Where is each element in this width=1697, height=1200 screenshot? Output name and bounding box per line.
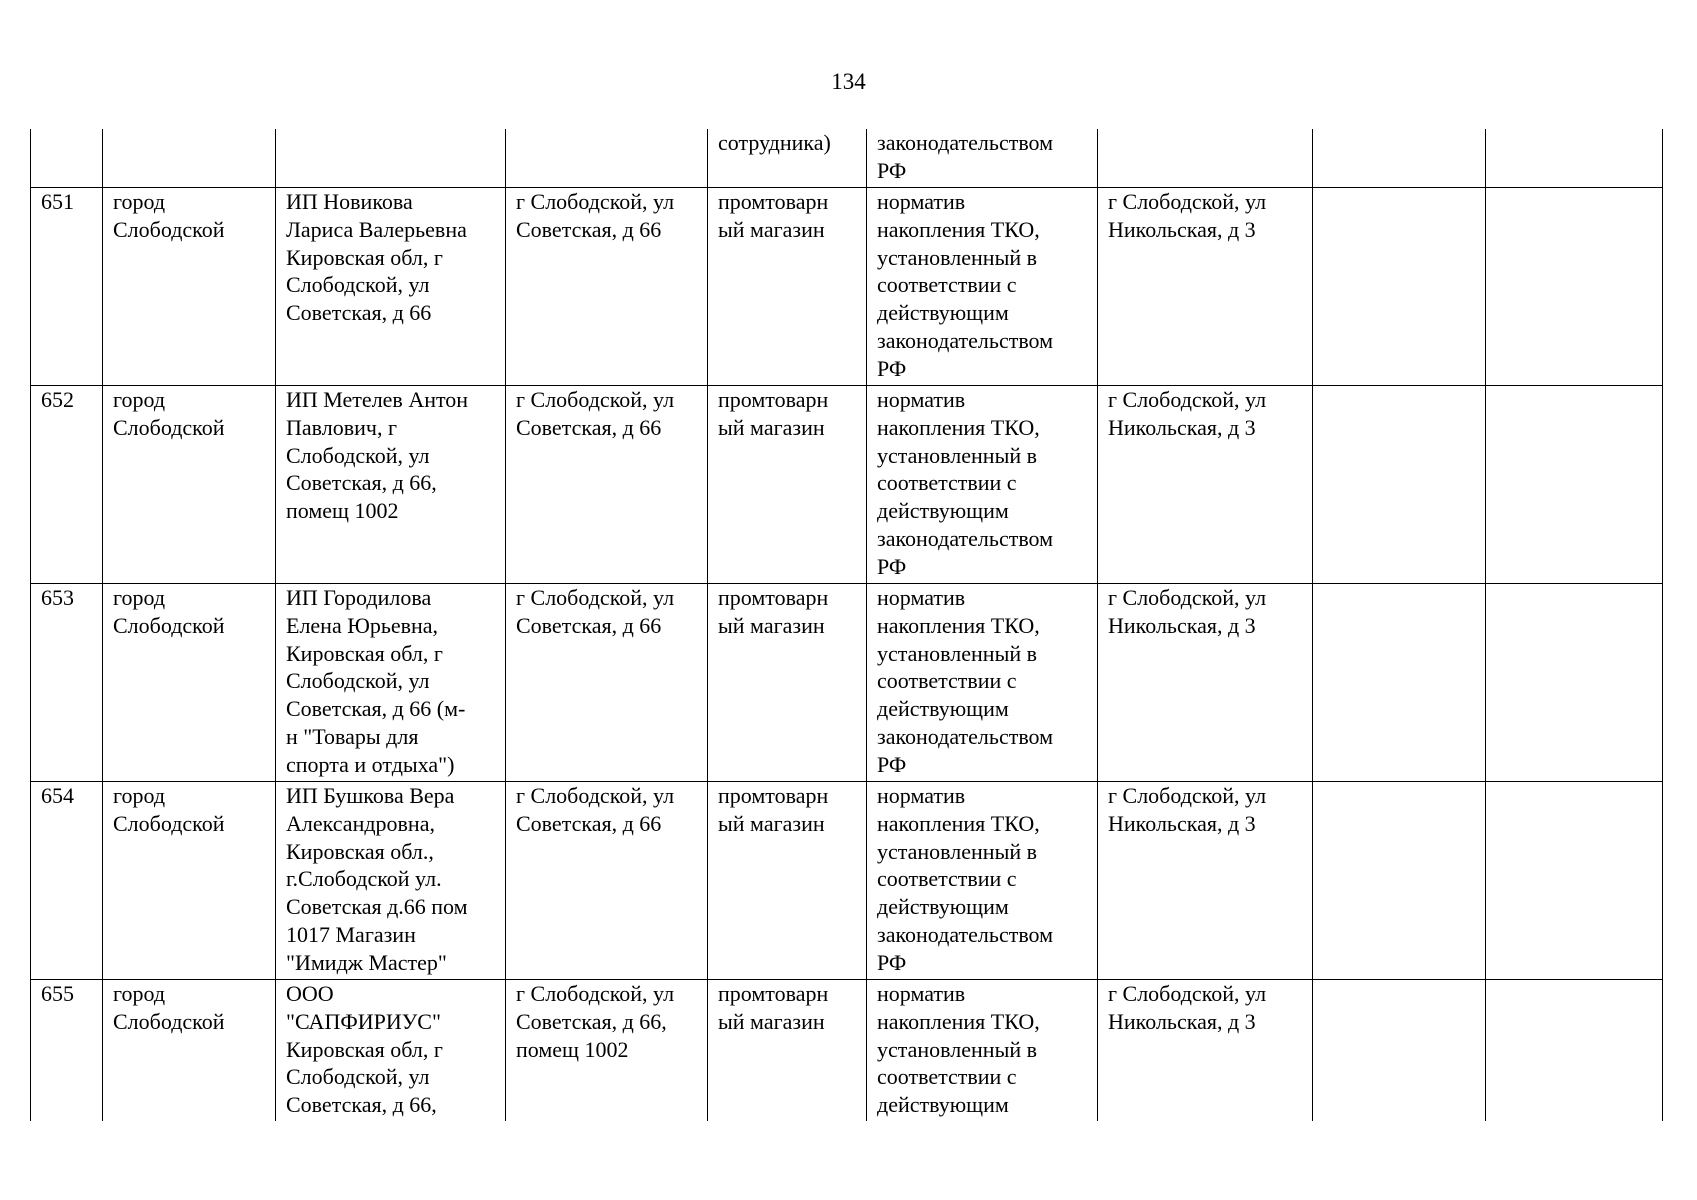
cell-organization [276, 129, 506, 188]
cell-empty-1 [1313, 782, 1486, 980]
cell-empty-2 [1486, 188, 1663, 386]
cell-organization: ООО "САПФИРИУС" Кировская обл, г Слободской, ул Советская, д 66, [276, 980, 506, 1122]
cell-address: г Слободской, ул Советская, д 66, помещ 1002 [506, 980, 708, 1122]
table-row [31, 188, 1663, 386]
cell-norm: законодательством РФ [867, 129, 1098, 188]
cell-empty-2 [1486, 584, 1663, 782]
cell-object-type: промтоварн ый магазин [708, 188, 867, 386]
cell-locality: город Слободской [103, 386, 276, 584]
cell-object-type: промтоварн ый магазин [708, 386, 867, 584]
cell-object-type: промтоварн ый магазин [708, 584, 867, 782]
table-row-continuation [31, 129, 1663, 188]
cell-number: 651 [31, 188, 103, 386]
cell-number: 654 [31, 782, 103, 980]
cell-norm: норматив накопления ТКО, установленный в соответствии с действующим законодательством РФ [867, 584, 1098, 782]
cell-empty-1 [1313, 129, 1486, 188]
cell-empty-2 [1486, 782, 1663, 980]
cell-organization: ИП Метелев Антон Павлович, г Слободской, ул Советская, д 66, помещ 1002 [276, 386, 506, 584]
cell-norm: норматив накопления ТКО, установленный в соответствии с действующим законодательством РФ [867, 188, 1098, 386]
cell-object-type: промтоварн ый магазин [708, 782, 867, 980]
cell-empty-2 [1486, 129, 1663, 188]
table-row [31, 980, 1663, 1122]
cell-number: 653 [31, 584, 103, 782]
cell-norm: норматив накопления ТКО, установленный в соответствии с действующим законодательством РФ [867, 782, 1098, 980]
cell-collection-site: г Слободской, ул Никольская, д 3 [1098, 782, 1313, 980]
cell-empty-2 [1486, 980, 1663, 1122]
cell-empty-1 [1313, 188, 1486, 386]
cell-collection-site: г Слободской, ул Никольская, д 3 [1098, 584, 1313, 782]
cell-address [506, 129, 708, 188]
cell-collection-site: г Слободской, ул Никольская, д 3 [1098, 188, 1313, 386]
cell-organization: ИП Бушкова Вера Александровна, Кировская обл., г.Слободской ул. Советская д.66 пом 1017 Магазин "Имидж Мастер" [276, 782, 506, 980]
cell-locality: город Слободской [103, 980, 276, 1122]
cell-empty-1 [1313, 980, 1486, 1122]
table-row [31, 386, 1663, 584]
cell-locality: город Слободской [103, 584, 276, 782]
cell-locality [103, 129, 276, 188]
cell-address: г Слободской, ул Советская, д 66 [506, 188, 708, 386]
cell-object-type: промтоварн ый магазин [708, 980, 867, 1122]
cell-empty-1 [1313, 584, 1486, 782]
cell-empty-2 [1486, 386, 1663, 584]
cell-norm: норматив накопления ТКО, установленный в соответствии с действующим законодательством РФ [867, 386, 1098, 584]
registry-table [30, 129, 1663, 1121]
cell-number: 652 [31, 386, 103, 584]
cell-empty-1 [1313, 386, 1486, 584]
cell-address: г Слободской, ул Советская, д 66 [506, 386, 708, 584]
page-number: 134 [831, 69, 866, 94]
table-row [31, 584, 1663, 782]
cell-collection-site: г Слободской, ул Никольская, д 3 [1098, 386, 1313, 584]
cell-collection-site [1098, 129, 1313, 188]
cell-number [31, 129, 103, 188]
cell-organization: ИП Городилова Елена Юрьевна, Кировская обл, г Слободской, ул Советская, д 66 (м- н "Товары для спорта и отдыха") [276, 584, 506, 782]
cell-locality: город Слободской [103, 188, 276, 386]
table-row [31, 782, 1663, 980]
cell-address: г Слободской, ул Советская, д 66 [506, 584, 708, 782]
cell-number: 655 [31, 980, 103, 1122]
cell-address: г Слободской, ул Советская, д 66 [506, 782, 708, 980]
cell-object-type: сотрудника) [708, 129, 867, 188]
cell-organization: ИП Новикова Лариса Валерьевна Кировская обл, г Слободской, ул Советская, д 66 [276, 188, 506, 386]
cell-locality: город Слободской [103, 782, 276, 980]
cell-norm: норматив накопления ТКО, установленный в соответствии с действующим [867, 980, 1098, 1122]
cell-collection-site: г Слободской, ул Никольская, д 3 [1098, 980, 1313, 1122]
